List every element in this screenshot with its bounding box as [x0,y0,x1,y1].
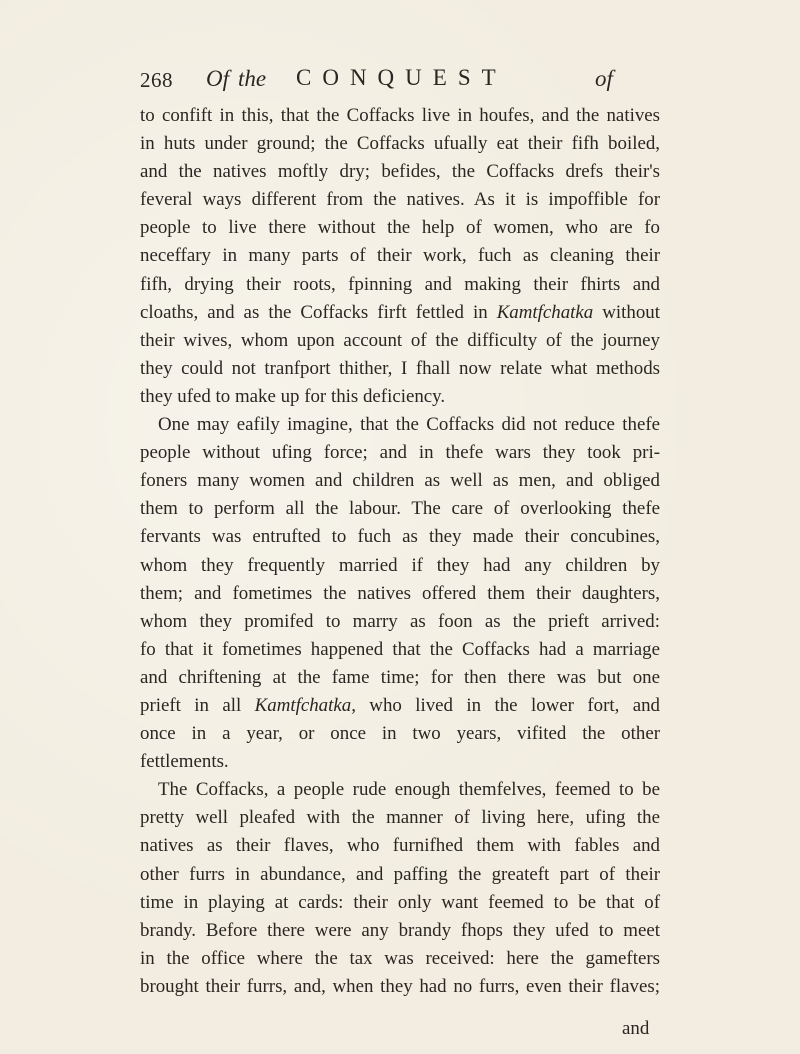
text-line: feveral ways different from the natives. As it is impoffible for [140,189,660,211]
text-line: neceffary in many parts of their work, fuch as cleaning their [140,245,660,267]
text-line: fo that it fometimes happened that the Coffacks had a marriage [140,638,660,660]
text-line: brandy. Before there were any brandy fhops they ufed to meet [140,919,660,941]
text-line: once in a year, or once in two years, vifited the other [140,723,660,745]
text-line: to confift in this, that the Coffacks live in houfes, and the natives [140,105,660,126]
text-line: pretty well pleafed with the manner of living here, ufing the [140,807,660,829]
text-line: whom they promifed to marry as foon as the prieft arrived: [140,610,660,632]
text-line: them to perform all the labour. The care of overlooking thefe [140,498,660,520]
running-head-title: CONQUEST [296,65,507,90]
text-line: they ufed to make up for this deficiency. [140,385,446,407]
text-line: whom they frequently married if they had any children by [140,554,660,576]
place-name: Kamtfchatka [496,301,594,323]
text-line: and chriftening at the fame time; for then there was but one [140,666,660,688]
text-line: people without ufing force; and in thefe wars they took pri- [140,442,660,464]
place-name: Kamtfchatka, [254,694,356,716]
catchword: and [622,1018,650,1039]
text-line: brought their furrs, and, when they had no furrs, even their flaves; [140,975,660,997]
text-line: The Coffacks, a people rude enough themfelves, feemed to be [158,779,660,801]
running-head [140,62,650,102]
text-line: fervants was entrufted to fuch as they made their concubines, [140,526,660,548]
text-line: people to live there without the help of women, who are fo [140,217,660,239]
text-line: in huts under ground; the Coffacks ufually eat their fifh boiled, [140,133,660,155]
text-line: prieft in all Kamtfchatka, who lived in the lower fort, and [140,694,661,716]
running-head-of-end: of [595,66,613,91]
text-line: cloaths, and as the Coffacks firft fettled in Kamtfchatka without [140,301,660,323]
text-line: foners many women and children as well as men, and obliged [140,470,660,492]
text-line: and the natives moftly dry; befides, the Coffacks drefs their's [140,161,660,183]
text-line: natives as their flaves, who furnifhed them with fables and [140,835,660,857]
text-line: in the office where the tax was received: here the gamefters [140,947,660,969]
text-line: them; and fometimes the natives offered them their daughters, [140,582,660,604]
text-line: fettlements. [140,751,229,773]
body-text [140,102,660,1001]
text-line: their wives, whom upon account of the difficulty of the journey [140,329,660,351]
page-number: 268 [140,68,173,92]
running-head-the: the [238,66,267,91]
text-line: fifh, drying their roots, fpinning and making their fhirts and [140,273,660,295]
text-line: they could not tranfport thither, I fhall now relate what methods [140,357,660,379]
running-head-of: Of [206,66,229,91]
text-line: One may eafily imagine, that the Coffacks did not reduce thefe [158,414,660,436]
text-line: time in playing at cards: their only want feemed to be that of [140,891,660,913]
text-line: other furrs in abundance, and paffing the greateft part of their [140,863,660,885]
